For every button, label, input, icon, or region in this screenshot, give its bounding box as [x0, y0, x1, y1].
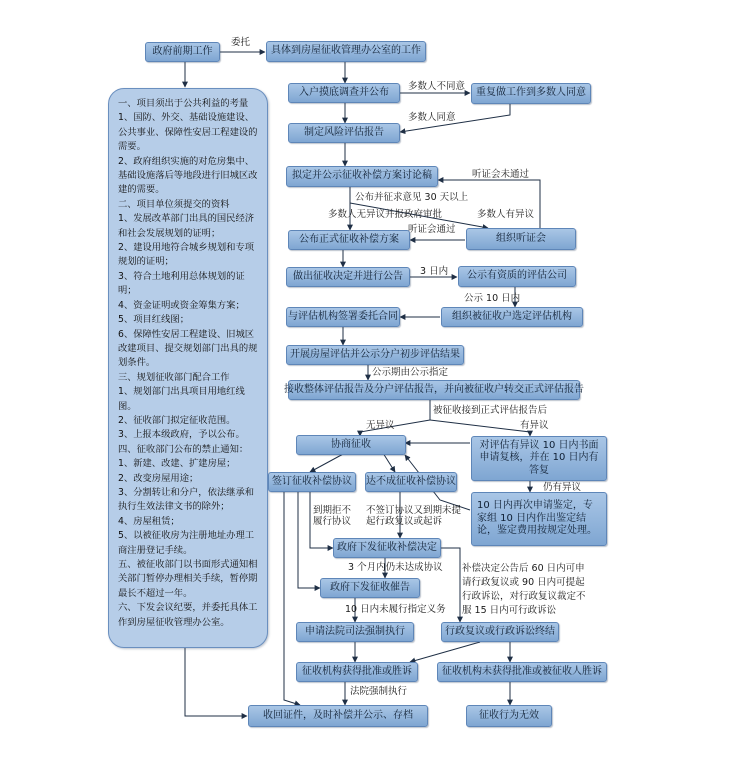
panel-line: 二、项目单位须提交的资料 [118, 198, 230, 210]
label-three-months: 3 个月内仍未达成协议 [348, 562, 443, 573]
panel-line: 5、项目红线图； [118, 314, 189, 326]
label-within-3-days: 3 日内 [420, 266, 449, 277]
specific-office-box: 具体到房屋征收管理办公室的工作 [266, 41, 426, 62]
redo-work-box: 重复做工作到多数人同意 [471, 83, 591, 104]
panel-line: 1、国防、外交、基础设施建设、公共事业、保障性安居工程建设的需要。 [118, 112, 258, 153]
panel-line: 2、建设用地符合城乡规划和专项规划的证明； [118, 242, 255, 268]
negotiate-box: 协商征收 [296, 435, 406, 455]
panel-line: 3、上报本级政府，予以公布。 [118, 429, 245, 441]
label-entrust: 委托 [231, 37, 251, 48]
approved-box: 征收机构获得批准或胜诉 [296, 662, 418, 682]
label-majority-objection: 多数人有异议 [477, 209, 535, 220]
arrow-panel-collect [185, 648, 247, 716]
no-agreement-box: 达不成征收补偿协议 [365, 472, 457, 492]
choose-assessor-box: 组织被征收户选定评估机构 [441, 307, 583, 327]
risk-report-box: 制定风险评估报告 [288, 123, 400, 143]
invalid-box: 征收行为无效 [466, 705, 552, 727]
panel-line: 3、分割转让和分户，依法继承和执行生效法律文书的除外； [118, 486, 255, 513]
panel-line: 5、以被征收房为注册地址办理工商注册登记手续。 [118, 530, 255, 556]
label-has-objection: 有异议 [520, 420, 549, 431]
label-majority-disagree: 多数人不同意 [408, 81, 466, 92]
label-period-publish: 公示期由公示指定 [372, 367, 449, 378]
panel-line: 六、下发会议纪要，并委托具体工作到房屋征收管理办公室。 [118, 602, 258, 628]
label-court-enforce: 法院强制执行 [350, 686, 408, 697]
panel-line: 2、征收部门拟定征收范围。 [118, 414, 236, 426]
label-majority-agree: 多数人同意 [408, 112, 456, 123]
survey-publish-box: 入户摸底调查并公布 [288, 83, 400, 103]
panel-line: 3、符合土地利用总体规划的证明； [118, 270, 245, 297]
label-ten-days-not-perform: 10 日内未履行指定义务 [345, 604, 446, 615]
collect-cert-box: 收回证件，及时补偿并公示、存档 [248, 705, 428, 727]
panel-line: 2、改变房屋用途； [118, 472, 199, 484]
label-review-note: 补偿决定公告后 60 日内可申请行政复议或 90 日内可提起行政诉讼，对行政复议裁定不服 15 日内可行政诉讼 [462, 563, 586, 616]
prerequisite-panel [108, 88, 268, 648]
sign-assessor-box: 与评估机构签署委托合同 [286, 307, 400, 327]
panel-line: 1、发展改革部门出具的国民经济和社会发展规划的证明； [118, 213, 255, 239]
label-after-receive: 被征收接到正式评估报告后 [433, 405, 548, 416]
publish-plan-box: 公布正式征收补偿方案 [288, 230, 410, 250]
issue-notice-box: 政府下发征收催告 [320, 578, 420, 598]
decision-announce-box: 做出征收决定并进行公告 [286, 267, 410, 287]
gov-pre-work-box: 政府前期工作 [145, 42, 220, 62]
label-refuse-on-expiry: 到期拒不履行协议 [313, 505, 352, 528]
expert-review-box: 10 日内再次申请鉴定，专家组 10 日内作出鉴定结论，鉴定费用按规定处理。 [471, 492, 607, 546]
panel-line: 五、被征收部门以书面形式通知相关部门暂停办理相关手续，暂停期最长不超过一年。 [118, 559, 258, 599]
panel-line: 三、规划征收部门配合工作 [118, 371, 230, 383]
review-end-box: 行政复议或行政诉讼终结 [441, 622, 559, 642]
panel-line: 1、新建、改建、扩建房屋； [118, 458, 236, 470]
sign-agreement-box: 签订征收补偿协议 [268, 472, 356, 492]
panel-line: 2、政府组织实施的对危房集中、基础设施落后等地段进行旧城区改建的需要。 [118, 155, 258, 196]
panel-line: 一、项目须出于公共利益的考量 [118, 98, 249, 109]
panel-line: 四、征收部门公布的禁止通知： [118, 443, 249, 455]
label-publish-10-days: 公示 10 日内 [464, 293, 521, 304]
draft-plan-box: 拟定并公示征收补偿方案讨论稿 [286, 166, 438, 187]
panel-line: 1、规划部门出具项目用地红线图。 [118, 386, 245, 412]
publish-assessors-box: 公示有资质的评估公司 [458, 266, 576, 287]
label-hearing-passed: 听证会通过 [408, 224, 456, 235]
label-no-objection: 无异议 [366, 420, 395, 431]
label-still-objection: 仍有异议 [543, 482, 582, 493]
panel-line: 6、保障性安居工程建设、旧城区改建项目、提交规划部门出具的规划条件。 [118, 328, 258, 369]
review-apply-box: 对评估有异议 10 日内书面申请复核，并在 10 日内有答复 [471, 436, 607, 481]
hearing-box: 组织听证会 [466, 228, 576, 250]
arrow-hearingfail-draft [438, 180, 540, 228]
label-not-sign: 不签订协议又到期未提起行政复议或起诉 [366, 505, 462, 528]
label-hearing-not-passed: 听证会未通过 [472, 169, 530, 180]
publish-results-box: 开展房屋评估并公示分户初步评估结果 [286, 345, 464, 365]
label-public-comment: 公布并征求意见 30 天以上 [355, 192, 469, 203]
court-enforce-box: 申请法院司法强制执行 [296, 622, 414, 642]
panel-line: 4、资金证明或资金筹集方案； [118, 299, 245, 311]
rejected-box: 征收机构未获得批准或被征收人胜诉 [437, 662, 607, 682]
label-majority-no-objection: 多数人无异议并报政府审批 [328, 209, 443, 220]
receive-report-box: 接收整体评估报告及分户评估报告，并向被征收户转交正式评估报告 [288, 380, 580, 400]
issue-decision-box: 政府下发征收补偿决定 [333, 538, 441, 558]
panel-line: 4、房屋租赁； [118, 515, 180, 527]
